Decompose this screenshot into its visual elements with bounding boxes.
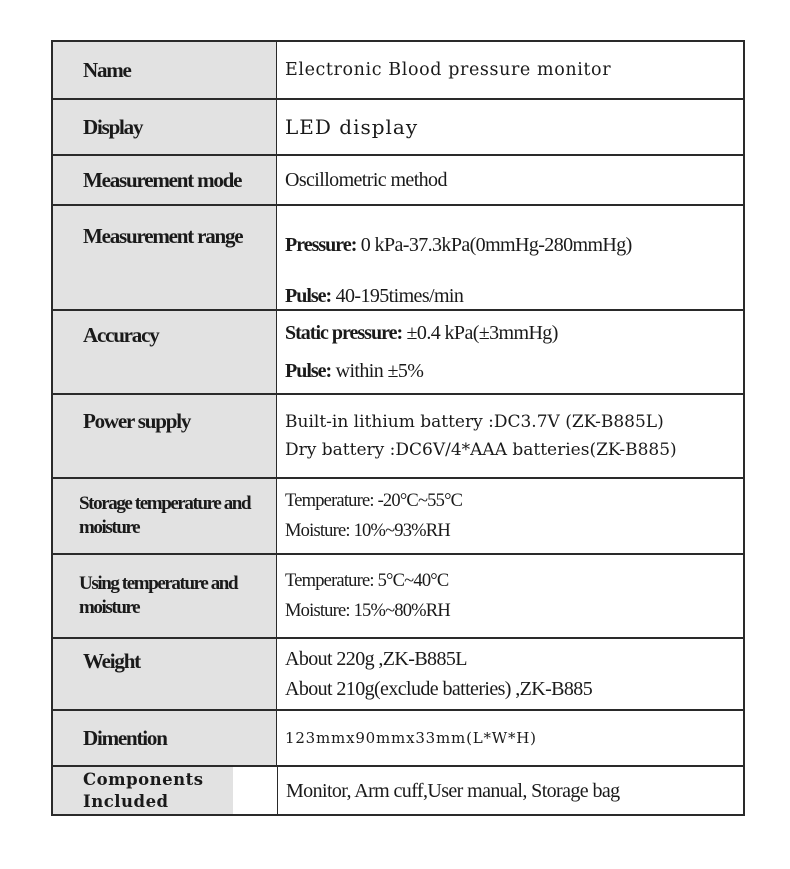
spec-label-components: Components Included <box>53 767 233 814</box>
spec-label-weight: Weight <box>53 639 277 711</box>
spec-label-measurement-range: Measurement range <box>53 206 277 311</box>
spec-value-storage-temperature <box>277 479 743 555</box>
spec-value-key: Static pressure: <box>285 322 403 344</box>
spec-value-weight <box>277 639 743 711</box>
spec-value-text: 123mmx90mmx33mm(L*W*H) <box>285 729 537 747</box>
spec-value-measurement-range <box>277 206 743 311</box>
spec-value-line <box>285 220 743 271</box>
spec-value-text: LED display <box>285 115 419 139</box>
spec-value-line: Temperature: 5°C~40°C <box>285 571 449 591</box>
spec-value-text: ±0.4 kPa(±3mmHg) <box>402 322 558 344</box>
spec-value-components <box>277 767 743 814</box>
spec-value-text: Monitor, Arm cuff,User manual, Storage bag <box>286 779 620 802</box>
spec-value-text: 0 kPa-37.3kPa(0mmHg-280mmHg) <box>356 234 632 256</box>
spec-value-text: within ±5% <box>331 360 424 382</box>
spec-value-text: Oscillometric method <box>285 169 447 191</box>
spec-value-key: Pulse: <box>285 285 332 307</box>
spec-value-using-temperature <box>277 555 743 639</box>
spec-value-dimention <box>277 711 743 767</box>
spec-value-line: Moisture: 10%~93%RH <box>285 521 450 541</box>
spec-label-name: Name <box>53 42 277 100</box>
spec-value-line: Dry battery :DC6V/4*AAA batteries(ZK-B885) <box>285 440 677 460</box>
spec-value-measurement-mode <box>277 156 743 206</box>
spec-label-storage-temperature: Storage temperature and moisture <box>53 479 277 555</box>
spec-value-text: Electronic Blood pressure monitor <box>285 60 612 80</box>
specification-table <box>51 40 745 816</box>
spec-value-line: Built-in lithium battery :DC3.7V (ZK-B885L) <box>285 412 664 432</box>
spec-value-line: About 220g ,ZK-B885L <box>285 648 467 670</box>
spec-value-accuracy <box>277 311 743 395</box>
spec-label-measurement-mode: Measurement mode <box>53 156 277 206</box>
spec-value-text: 40-195times/min <box>331 285 464 307</box>
spec-value-line <box>285 352 743 390</box>
spec-value-key: Pressure: <box>285 234 357 256</box>
spec-label-power-supply: Power supply <box>53 395 277 479</box>
spec-value-line: Temperature: -20°C~55°C <box>285 491 463 511</box>
spec-label-dimention: Dimention <box>53 711 277 767</box>
spec-value-key: Pulse: <box>285 360 332 382</box>
spec-label-display: Display <box>53 100 277 156</box>
spec-value-display <box>277 100 743 156</box>
spec-value-line <box>285 314 743 352</box>
spec-value-name <box>277 42 743 100</box>
spec-value-line: Moisture: 15%~80%RH <box>285 601 450 621</box>
spec-label-accuracy: Accuracy <box>53 311 277 395</box>
spec-value-line: About 210g(exclude batteries) ,ZK-B885 <box>285 678 593 700</box>
spec-value-power-supply <box>277 395 743 479</box>
spec-label-using-temperature: Using temperature and moisture <box>53 555 277 639</box>
